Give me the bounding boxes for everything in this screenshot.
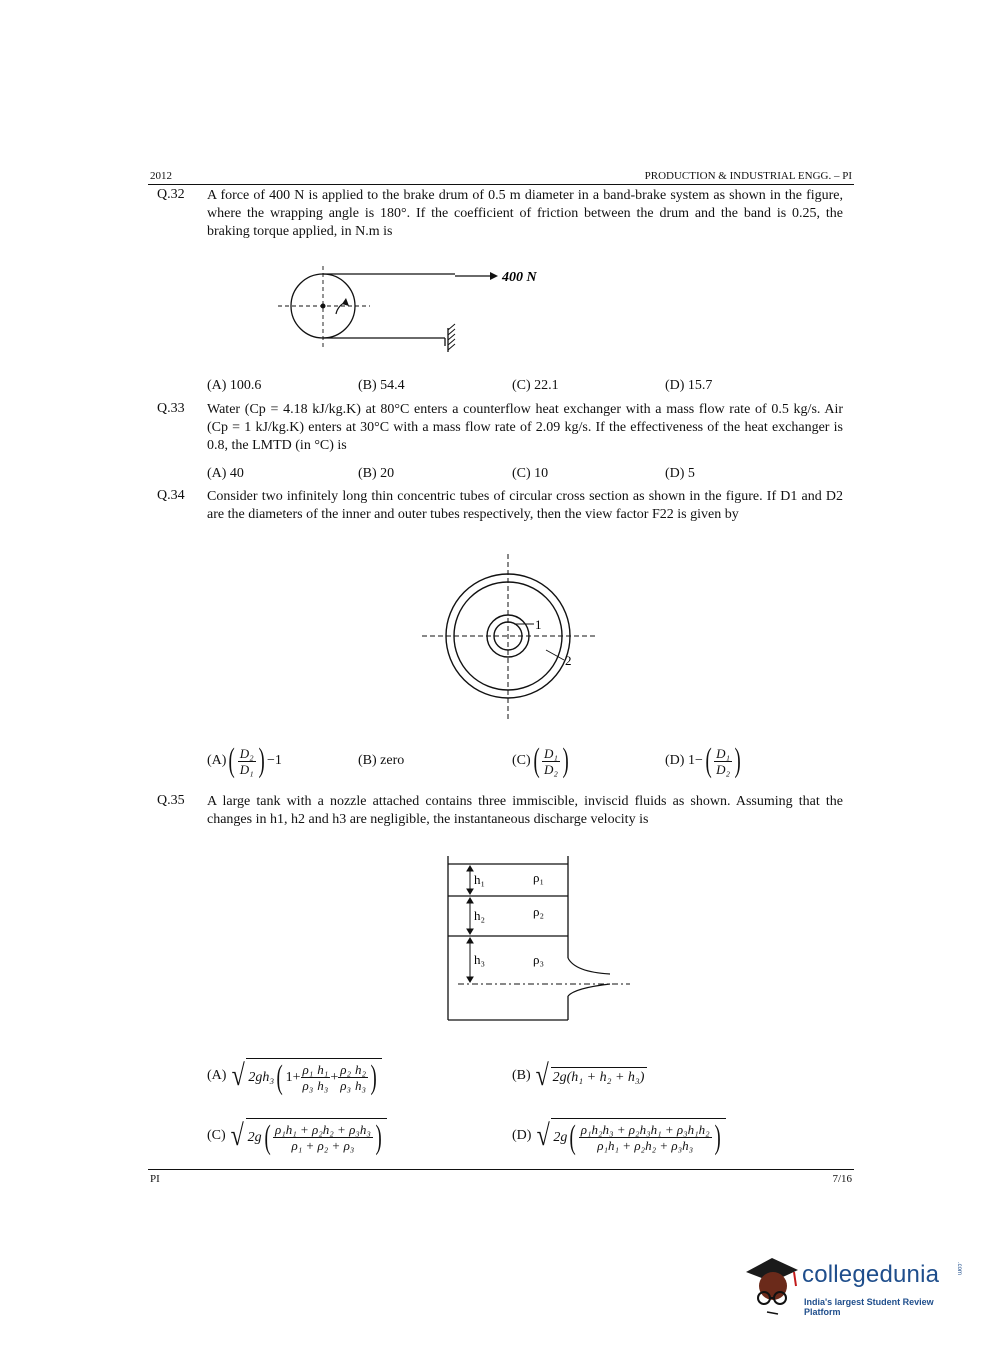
concentric-tubes-figure [416, 552, 596, 724]
collegedunia-logo [742, 1252, 972, 1322]
brand-name: collegedunia [802, 1261, 940, 1288]
footer-left: PI [150, 1173, 160, 1185]
rho2-label: ρ₂ [533, 904, 545, 919]
q33-option-d: (D) 5 [665, 466, 695, 481]
q33-option-c: (C) 10 [512, 466, 549, 481]
rho3-label: ρ₃ [533, 952, 545, 967]
label-outer: 2 [565, 653, 572, 668]
q35-option-d: (D) √ 2g ( $\frac{\text{ρ₁h₂h₃ + ρ₂h₃h₁ + ρ₃h₁h₂}}{\text{ρ₁h₁ + ρ₂h₂ + ρ₃h₃}}$ ) [512, 1108, 726, 1164]
brand-domain: .com [956, 1262, 962, 1276]
header-subject: PRODUCTION & INDUSTRIAL ENGG. – PI [644, 170, 852, 182]
q35-option-b: (B) √ 2g(h₁ + h₂ + h₃) [512, 1058, 647, 1094]
q32-text: A force of 400 N is applied to the brake drum of 0.5 m diameter in a band-brake system as shown in the figure, where the wrapping angle is 180°. If the coefficient of friction between the drum and the band is 0.25, the braking torque applied, in N.m is [207, 188, 843, 239]
q33-number: Q.33 [157, 401, 185, 416]
rho1-label: ρ₁ [533, 870, 545, 885]
label-inner: 1 [535, 617, 542, 632]
brand-tagline: India's largest Student Review Platform [804, 1297, 934, 1317]
h3-label: h₃ [474, 952, 486, 967]
q32-option-b: (B) 54.4 [358, 378, 405, 393]
q33-option-b: (B) 20 [358, 466, 395, 481]
header-year: 2012 [150, 170, 172, 182]
force-label: 400 N [502, 270, 537, 285]
q32-option-d: (D) 15.7 [665, 378, 713, 393]
q32-option-a: (A) 100.6 [207, 378, 262, 393]
q34-option-d: (D) 1− ( $\frac{\text{D₁}}{\text{D₂}}$ ) [665, 742, 741, 779]
q32-number: Q.32 [157, 187, 185, 202]
q34-text: Consider two infinitely long thin concentric tubes of circular cross section as shown in the figure. If D1 and D2 are the diameters of the inner and outer tubes respectively, then the view factor F22 is given by [207, 489, 843, 522]
mascot-icon [742, 1252, 804, 1318]
band-brake-figure [270, 262, 560, 358]
q35-number: Q.35 [157, 793, 185, 808]
header-rule [148, 184, 854, 185]
q35-option-c: (C) √ 2g ( $\frac{\text{ρ₁h₁ + ρ₂h₂ + ρ₃h₃}}{\text{ρ₁ + ρ₂ + ρ₃}}$ ) [207, 1108, 387, 1164]
q34-option-b: (B) zero [358, 753, 405, 768]
q33-option-a: (A) 40 [207, 466, 244, 481]
q34-number: Q.34 [157, 488, 185, 503]
q35-option-a: (A) √ 2gh₃ ( 1+ $\frac{\text{ρ₁}}{\text{ρ₃}}$ $\frac{\text{h₁}}{\text{h₃}}$ + $\frac{\text{ρ₂}}{\text{ρ₃}}$ $\frac{\text{h₂}}{\text{h₃}}$ ) [207, 1048, 382, 1104]
h2-label: h₂ [474, 908, 486, 923]
tank-figure [440, 848, 640, 1028]
footer-page-number: 7/16 [832, 1173, 852, 1185]
q32-option-c: (C) 22.1 [512, 378, 559, 393]
q34-option-c: (C) ( $\frac{\text{D₁}}{\text{D₂}}$ ) [512, 742, 569, 779]
footer-rule [148, 1169, 854, 1170]
h1-label: h₁ [474, 872, 486, 887]
q35-text: A large tank with a nozzle attached contains three immiscible, inviscid fluids as shown. Assuming that the changes in h1, h2 and h3 are negligible, the instantaneous discharge velocity is [207, 794, 843, 827]
q33-text: Water (Cp = 4.18 kJ/kg.K) at 80°C enters a counterflow heat exchanger with a mass flow rate of 0.5 kg/s. Air (Cp = 1 kJ/kg.K) enters at 30°C with a mass flow rate of 2.09 kg/s. If the effectiveness of the heat exchanger is 0.8, the LMTD (in °C) is [207, 402, 843, 453]
q34-option-a: (A) ( $\frac{\text{D₂}}{\text{D₁}}$ ) −1 [207, 742, 282, 779]
